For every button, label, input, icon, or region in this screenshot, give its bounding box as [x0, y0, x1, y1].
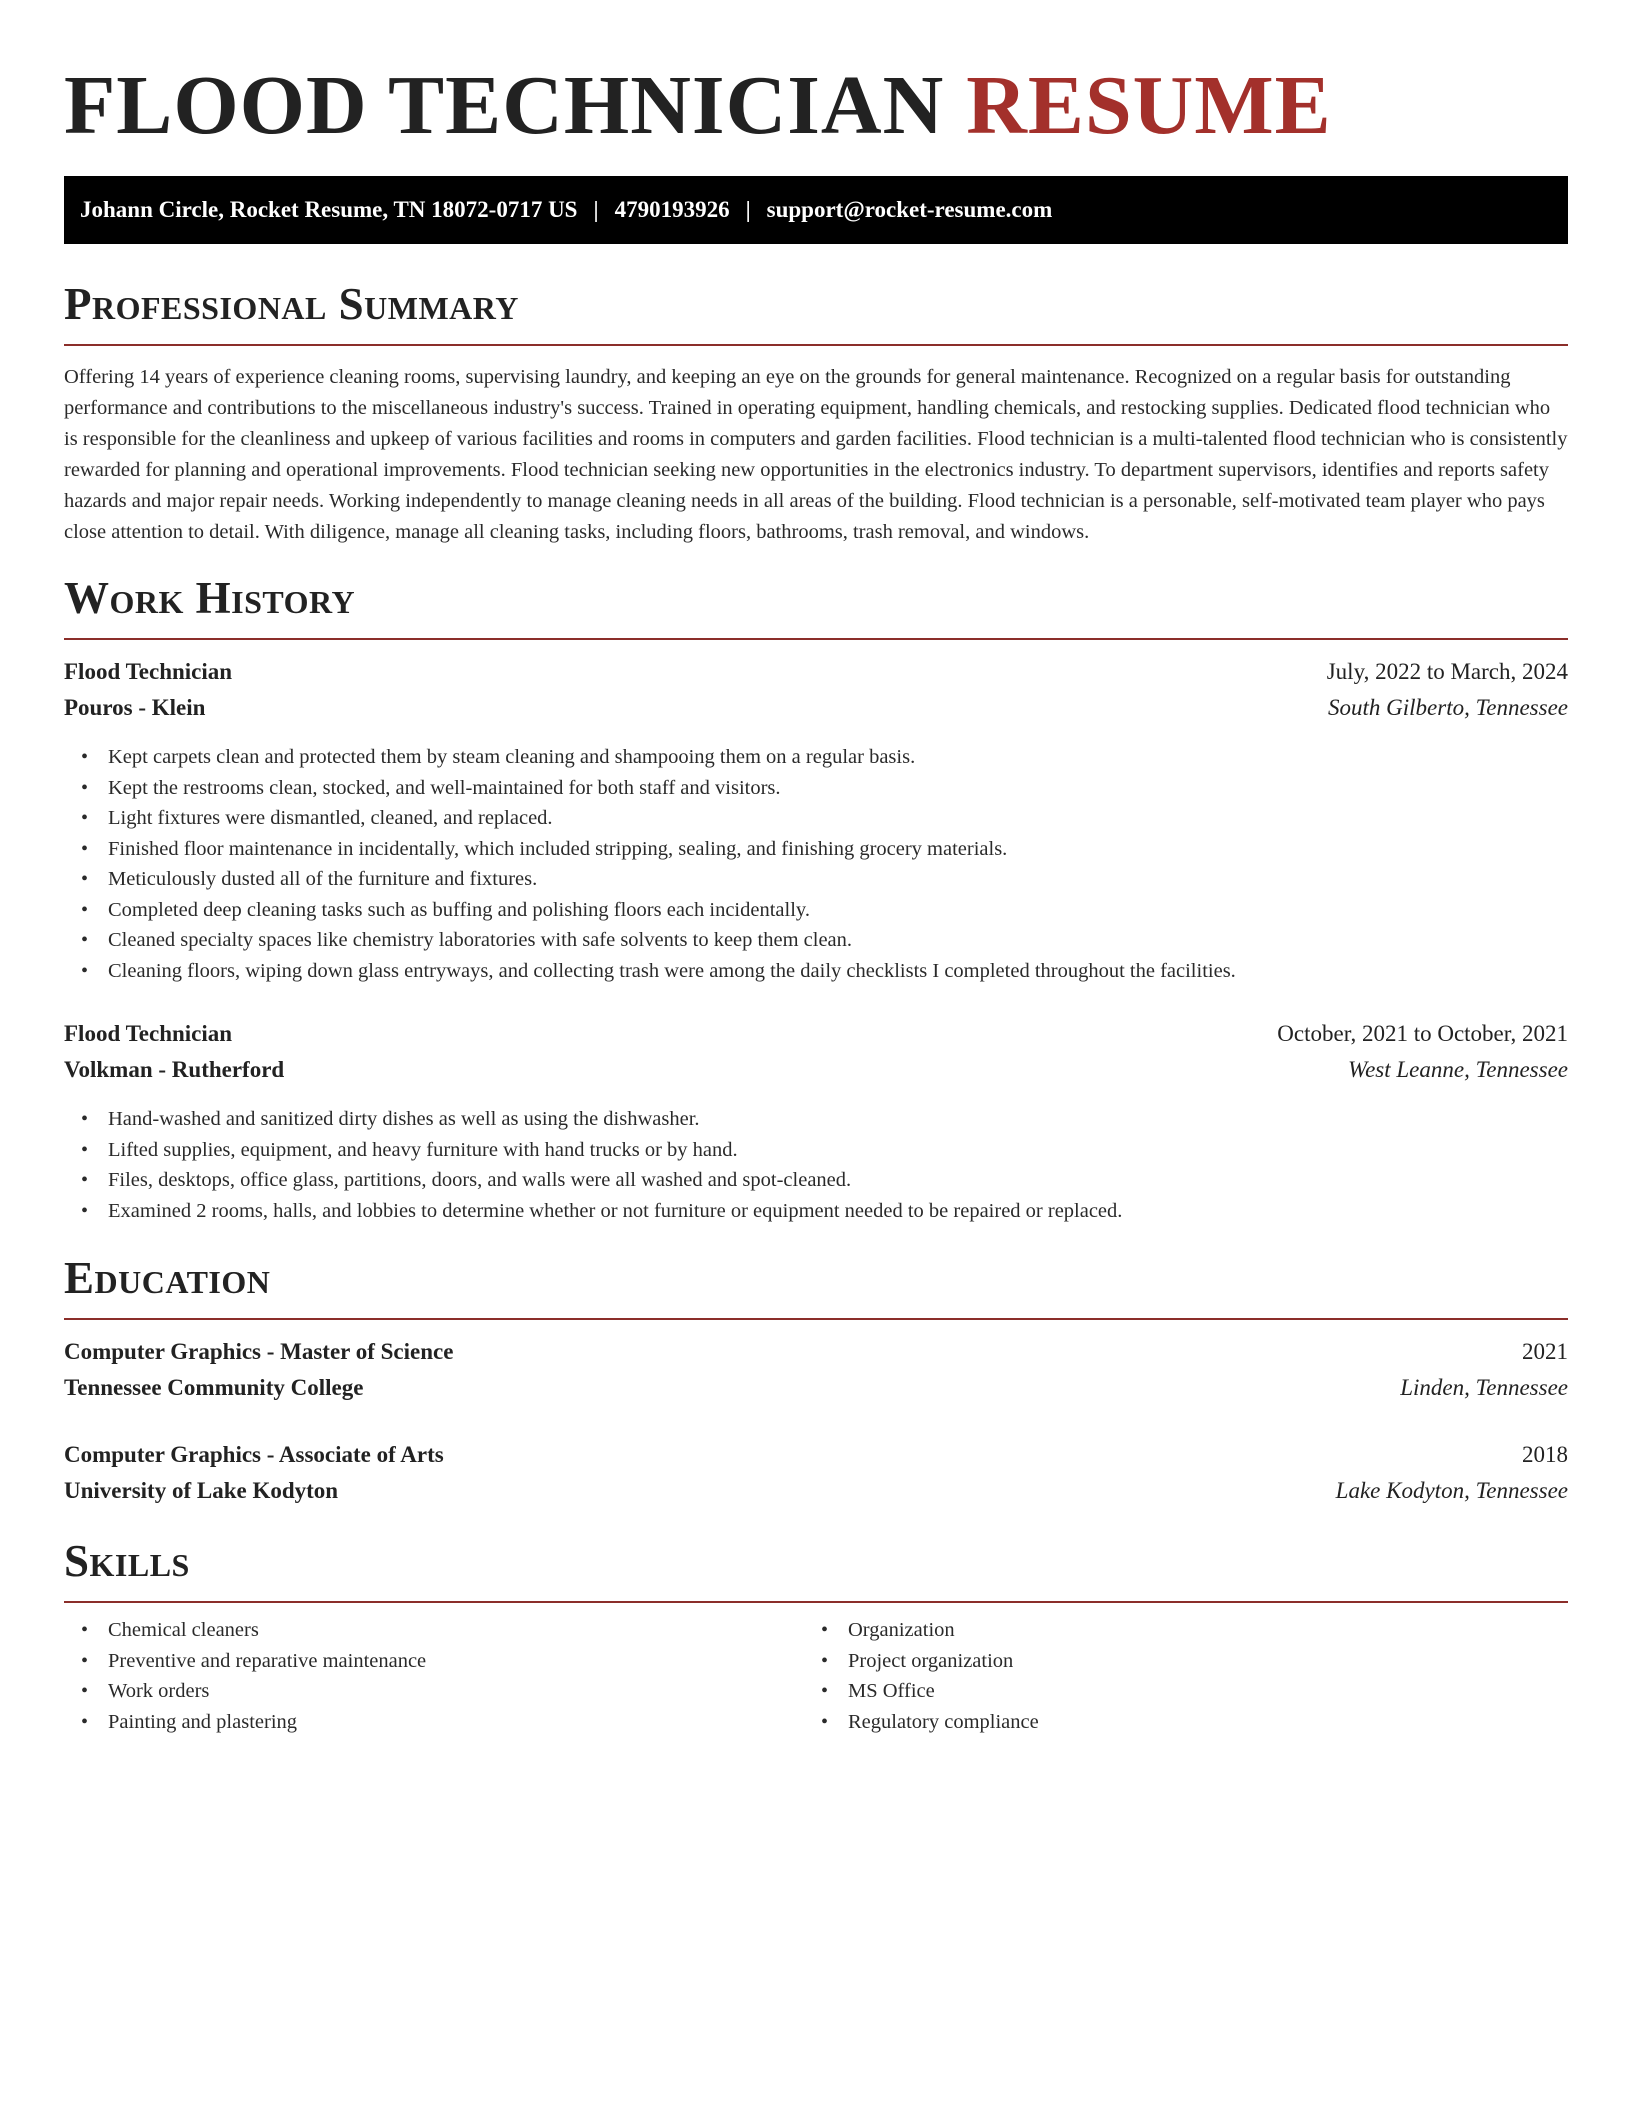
summary-section	[64, 278, 1568, 548]
job-company: Pouros - Klein	[64, 695, 206, 720]
job-title: Flood Technician	[64, 659, 233, 684]
job-location: West Leanne, Tennessee	[1348, 1057, 1568, 1082]
section-divider	[64, 638, 1568, 640]
resume-title	[64, 56, 1568, 156]
list-item: • Lifted supplies, equipment, and heavy furniture with hand trucks or by hand.	[64, 1135, 1568, 1166]
list-item: • Completed deep cleaning tasks such as buffing and polishing floors each incidentally.	[64, 895, 1568, 926]
list-item: • Finished floor maintenance in incidentally, which included stripping, sealing, and finishing grocery materials.	[64, 834, 1568, 865]
work-history-section	[64, 572, 1568, 1226]
education-degree: Computer Graphics - Associate of Arts	[64, 1442, 444, 1467]
skill-item: • Work orders	[64, 1676, 804, 1707]
education-section	[64, 1252, 1568, 1509]
section-divider	[64, 1318, 1568, 1320]
skill-item: • Painting and plastering	[64, 1707, 804, 1738]
summary-heading: Professional Summary	[64, 279, 519, 329]
education-school: Tennessee Community College	[64, 1375, 364, 1400]
job-header-row	[64, 654, 1568, 690]
education-school-row	[64, 1370, 1568, 1406]
contact-email: support@rocket-resume.com	[766, 197, 1053, 222]
contact-bar	[64, 176, 1568, 244]
skill-item: • Preventive and reparative maintenance	[64, 1646, 804, 1677]
contact-address: Johann Circle, Rocket Resume, TN 18072-0717 US	[80, 197, 578, 222]
contact-phone: 4790193926	[614, 197, 730, 222]
education-location: Lake Kodyton, Tennessee	[1335, 1478, 1568, 1503]
skill-item: • Chemical cleaners	[64, 1615, 804, 1646]
work-history-heading: Work History	[64, 573, 356, 623]
title-main: FLOOD TECHNICIAN	[64, 59, 945, 152]
job-header-row	[64, 1016, 1568, 1052]
skills-grid	[64, 1615, 1568, 1737]
skill-item: • Regulatory compliance	[804, 1707, 1544, 1738]
job-duties-list	[64, 742, 1568, 986]
section-divider	[64, 1601, 1568, 1603]
list-item: • Cleaned specialty spaces like chemistry laboratories with safe solvents to keep them clean.	[64, 925, 1568, 956]
list-item: • Hand-washed and sanitized dirty dishes as well as using the dishwasher.	[64, 1104, 1568, 1135]
skill-item: • Organization	[804, 1615, 1544, 1646]
education-school: University of Lake Kodyton	[64, 1478, 339, 1503]
job-dates: October, 2021 to October, 2021	[1277, 1021, 1568, 1046]
education-location: Linden, Tennessee	[1400, 1375, 1568, 1400]
job-company-row	[64, 1052, 1568, 1088]
education-entry	[64, 1334, 1568, 1406]
summary-text: Offering 14 years of experience cleaning rooms, supervising laundry, and keeping an eye on the grounds for general maintenance. Recognized on a regular basis for outstanding performance and contributions to the miscellaneous industry's success. Trained in operating equipment, handling chemicals, and restocking supplies. Dedicated flood technician who is responsible for the cleanliness and upkeep of various facilities and rooms in computers and garden facilities. Flood technician is a multi-talented flood technician who is consistently rewarded for planning and operational improvements. Flood technician seeking new opportunities in the electronics industry. To department supervisors, identifies and reports safety hazards and major repair needs. Working independently to manage cleaning needs in all areas of the building. Flood technician is a personable, self-motivated team player who pays close attention to detail. With diligence, manage all cleaning tasks, including floors, bathrooms, trash removal, and windows.	[64, 366, 1568, 543]
job-company: Volkman - Rutherford	[64, 1057, 285, 1082]
education-year: 2021	[1522, 1339, 1568, 1364]
education-header-row	[64, 1437, 1568, 1473]
list-item: • Cleaning floors, wiping down glass entryways, and collecting trash were among the daily checklists I completed throughout the facilities.	[64, 956, 1568, 987]
list-item: • Files, desktops, office glass, partitions, doors, and walls were all washed and spot-cleaned.	[64, 1165, 1568, 1196]
list-item: • Kept carpets clean and protected them by steam cleaning and shampooing them on a regular basis.	[64, 742, 1568, 773]
job-company-row	[64, 690, 1568, 726]
job-location: South Gilberto, Tennessee	[1328, 695, 1568, 720]
job-entry	[64, 654, 1568, 986]
skills-list-right	[804, 1615, 1544, 1737]
title-accent: RESUME	[966, 59, 1332, 152]
list-item: • Examined 2 rooms, halls, and lobbies to determine whether or not furniture or equipment needed to be repaired or replaced.	[64, 1196, 1568, 1227]
list-item: • Meticulously dusted all of the furniture and fixtures.	[64, 864, 1568, 895]
education-entry	[64, 1437, 1568, 1509]
skills-list-left	[64, 1615, 804, 1737]
skills-heading: Skills	[64, 1536, 190, 1586]
job-dates: July, 2022 to March, 2024	[1326, 659, 1568, 684]
education-school-row	[64, 1473, 1568, 1509]
education-degree: Computer Graphics - Master of Science	[64, 1339, 454, 1364]
list-item: • Kept the restrooms clean, stocked, and well-maintained for both staff and visitors.	[64, 773, 1568, 804]
skills-section	[64, 1535, 1568, 1737]
contact-separator: |	[593, 197, 599, 222]
education-header-row	[64, 1334, 1568, 1370]
contact-separator: |	[745, 197, 751, 222]
education-heading: Education	[64, 1253, 271, 1303]
job-duties-list	[64, 1104, 1568, 1226]
job-title: Flood Technician	[64, 1021, 233, 1046]
education-year: 2018	[1522, 1442, 1568, 1467]
job-entry	[64, 1016, 1568, 1226]
skill-item: • Project organization	[804, 1646, 1544, 1677]
list-item: • Light fixtures were dismantled, cleaned, and replaced.	[64, 803, 1568, 834]
skill-item: • MS Office	[804, 1676, 1544, 1707]
section-divider	[64, 344, 1568, 346]
